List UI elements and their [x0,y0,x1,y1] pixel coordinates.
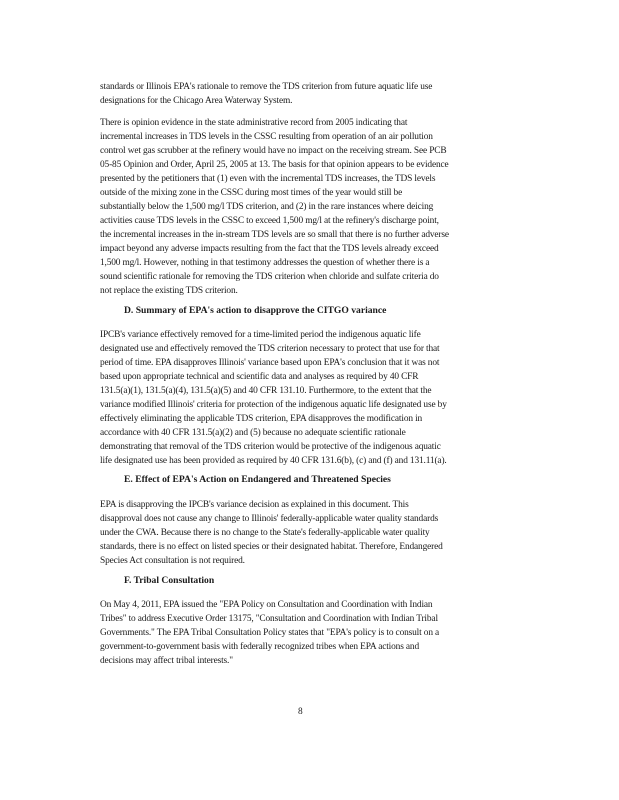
text-line: the incremental increases in the in-stream TDS levels are so small that there is no further adverse [100,230,449,240]
text-line: disapproval does not cause any change to Illinois' federally-applicable water quality standards [100,514,439,524]
text-line: There is opinion evidence in the state administrative record from 2005 indicating that [100,118,408,128]
text-line: designations for the Chicago Area Waterway System. [100,96,293,106]
text-line: based upon appropriate technical and scientific data and analyses as required by 40 CFR [100,372,419,382]
text-line: Governments." The EPA Tribal Consultation Policy states that "EPA's policy is to consult on a [100,628,440,638]
text-line: EPA is disapproving the IPCB's variance decision as explained in this document. This [100,500,409,510]
paragraph-tribal-consultation [100,598,520,668]
text-line: 131.5(a)(1), 131.5(a)(4), 131.5(a)(5) and 40 CFR 131.10. Furthermore, to the extent that the [100,386,432,396]
section-heading-d: D. Summary of EPA's action to disapprove the CITGO variance [124,305,387,316]
text-line: substantially below the 1,500 mg/l TDS criterion, and (2) in the rare instances where deicing [100,202,434,212]
text-line: On May 4, 2011, EPA issued the "EPA Policy on Consultation and Coordination with Indian [100,600,433,610]
text-line: government-to-government basis with federally recognized tribes when EPA actions and [100,642,419,652]
text-line: accordance with 40 CFR 131.5(a)(2) and (5) because no adequate scientific rationale [100,428,406,438]
paragraph-tds-rationale-continued [100,80,520,108]
text-line: 05-85 Opinion and Order, April 25, 2005 at 13. The basis for that opinion appears to be evidence [100,160,449,170]
text-line: IPCB's variance effectively removed for a time-limited period the indigenous aquatic life [100,330,421,340]
text-line: designated use and effectively removed the TDS criterion necessary to protect that use for that [100,344,440,354]
text-line: activities cause TDS levels in the CSSC to exceed 1,500 mg/l at the refinery's discharge point, [100,216,439,226]
text-line: decisions may affect tribal interests." [100,656,233,666]
text-line: control wet gas scrubber at the refinery would have no impact on the receiving stream. See PCB [100,146,447,156]
text-line: period of time. EPA disapproves Illinois' variance based upon EPA's conclusion that it was not [100,358,440,368]
text-line: standards, there is no effect on listed species or their designated habitat. Therefore, Endangered [100,542,443,552]
text-line: sound scientific rationale for removing the TDS criterion when chloride and sulfate criteria do [100,272,439,282]
text-line: 1,500 mg/l. However, nothing in that testimony addresses the question of whether there is a [100,258,430,268]
section-heading-e: E. Effect of EPA's Action on Endangered and Threatened Species [124,474,391,485]
text-line: Tribes" to address Executive Order 13175, "Consultation and Coordination with Indian Tribal [100,614,438,624]
text-line: not replace the existing TDS criterion. [100,286,238,296]
text-line: Species Act consultation is not required. [100,556,245,566]
paragraph-variance-disapproval [100,328,520,468]
text-line: effectively eliminating the applicable TDS criterion, EPA disapproves the modification in [100,414,423,424]
page-number: 8 [298,707,303,717]
section-heading-f: F. Tribal Consultation [124,575,215,586]
text-line: demonstrating that removal of the TDS criterion would be protective of the indigenous aquatic [100,442,441,452]
text-line: life designated use has been provided as required by 40 CFR 131.6(b), (c) and (f) and 131.11(a). [100,456,447,466]
paragraph-opinion-evidence [100,116,520,298]
text-line: standards or Illinois EPA's rationale to remove the TDS criterion from future aquatic life use [100,82,433,92]
text-line: under the CWA. Because there is no change to the State's federally-applicable water quality [100,528,430,538]
text-line: incremental increases in TDS levels in the CSSC resulting from operation of an air pollution [100,132,433,142]
paragraph-endangered-species [100,498,520,568]
text-line: variance modified Illinois' criteria for protection of the indigenous aquatic life designated use by [100,400,447,410]
text-line: presented by the petitioners that (1) even with the incremental TDS increases, the TDS levels [100,174,436,184]
text-line: outside of the mixing zone in the CSSC during most times of the year would still be [100,188,403,198]
text-line: impact beyond any adverse impacts resulting from the fact that the TDS levels already exceed [100,244,439,254]
